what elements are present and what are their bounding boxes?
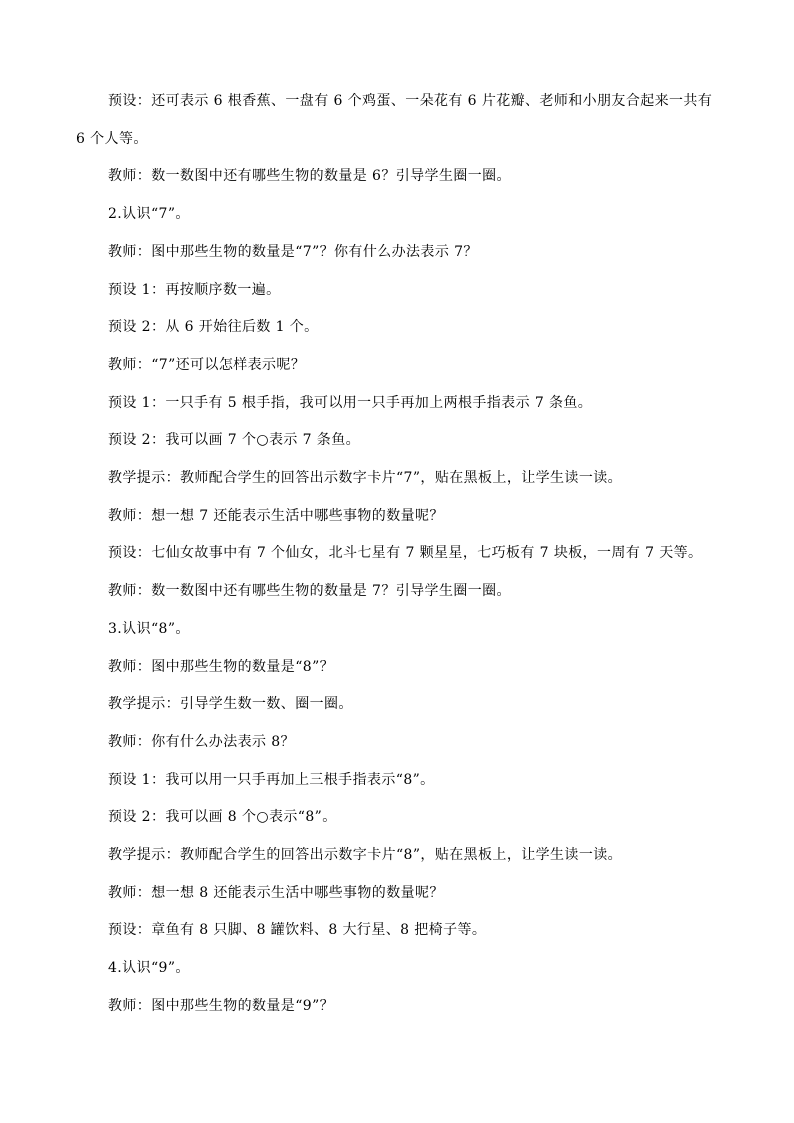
paragraph: 预设 2：我可以画 7 个○表示 7 条鱼。 — [108, 432, 360, 449]
paragraph: 教学提示：教师配合学生的回答出示数字卡片“7”，贴在黑板上，让学生读一读。 — [108, 470, 623, 487]
section-heading: 3.认识“8”。 — [108, 620, 190, 637]
paragraph: 预设 1：我可以用一只手再加上三根手指表示“8”。 — [108, 771, 435, 788]
section-heading: 2.认识“7”。 — [108, 206, 190, 223]
paragraph: 教师：“7”还可以怎样表示呢？ — [108, 356, 306, 373]
paragraph: 预设 1：再按顺序数一遍。 — [108, 281, 281, 298]
paragraph: 教师：数一数图中还有哪些生物的数量是 6？引导学生圈一圈。 — [108, 168, 511, 185]
paragraph: 预设 1：一只手有 5 根手指，我可以用一只手再加上两根手指表示 7 条鱼。 — [108, 394, 593, 411]
paragraph: 教师：图中那些生物的数量是“7”？你有什么办法表示 7？ — [108, 243, 478, 260]
paragraph: 预设 2：从 6 开始往后数 1 个。 — [108, 319, 319, 336]
paragraph: 教师：图中那些生物的数量是“9”？ — [108, 997, 335, 1014]
paragraph: 教师：图中那些生物的数量是“8”？ — [108, 658, 335, 675]
paragraph: 教学提示：教师配合学生的回答出示数字卡片“8”，贴在黑板上，让学生读一读。 — [108, 847, 623, 864]
paragraph: 教师：你有什么办法表示 8？ — [108, 733, 295, 750]
lesson-body — [76, 83, 724, 1026]
paragraph: 教师：想一想 8 还能表示生活中哪些事物的数量呢？ — [108, 884, 444, 901]
paragraph: 预设：章鱼有 8 只脚、8 罐饮料、8 大行星、8 把椅子等。 — [108, 922, 487, 939]
paragraph: 教师：想一想 7 还能表示生活中哪些事物的数量呢？ — [108, 507, 444, 524]
paragraph: 预设：还可表示 6 根香蕉、一盘有 6 个鸡蛋、一朵花有 6 片花瓣、老师和小朋友合起来一共有 6 个人等。 — [76, 93, 713, 147]
paragraph: 教师：数一数图中还有哪些生物的数量是 7？引导学生圈一圈。 — [108, 583, 511, 600]
paragraph: 预设：七仙女故事中有 7 个仙女，北斗七星有 7 颗星星，七巧板有 7 块板，一周有 7 天等。 — [108, 545, 703, 562]
paragraph: 预设 2：我可以画 8 个○表示“8”。 — [108, 809, 337, 826]
paragraph: 教学提示：引导学生数一数、圈一圈。 — [108, 696, 353, 713]
section-heading: 4.认识“9”。 — [108, 960, 190, 977]
